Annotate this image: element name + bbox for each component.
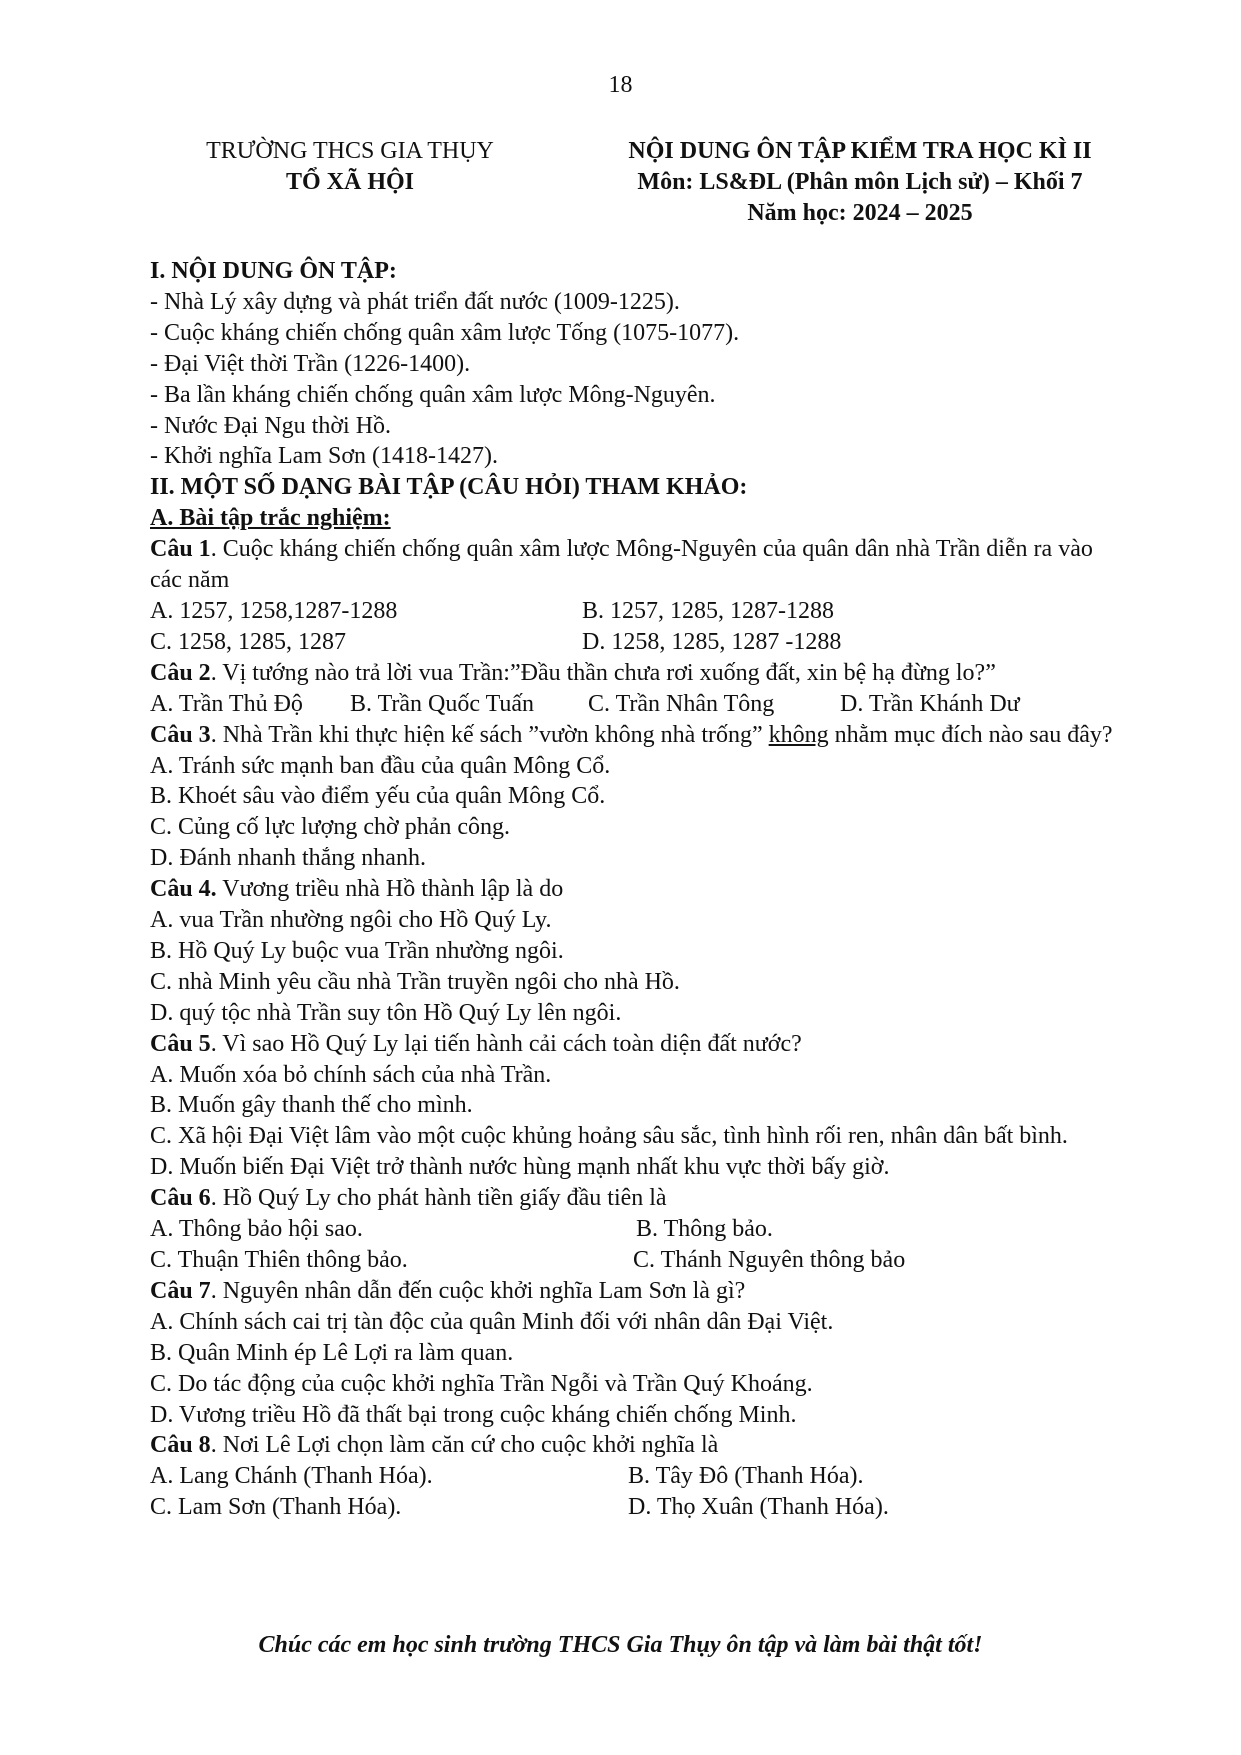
review-item: - Đại Việt thời Trần (1226-1400). (150, 350, 471, 377)
answer-row (150, 627, 1130, 658)
question-8 (150, 1430, 1130, 1461)
question-label: Câu 1 (150, 536, 211, 563)
review-item: - Ba lần kháng chiến chống quân xâm lược Mông-Nguyên. (150, 381, 716, 408)
answer-option: B. Hồ Quý Ly buộc vua Trần nhường ngôi. (150, 937, 564, 964)
question-label: Câu 4. (150, 876, 217, 903)
answer-option: C. Thánh Nguyên thông bảo (633, 1247, 906, 1273)
answer-option: D. Thọ Xuân (Thanh Hóa). (628, 1494, 889, 1521)
answer-option: D. Vương triều Hồ đã thất bại trong cuộc kháng chiến chống Minh. (150, 1401, 797, 1428)
question-text: . Vị tướng nào trả lời vua Trần:”Đầu thần chưa rơi xuống đất, xin bệ hạ đừng lo?” (210, 659, 996, 686)
document-body (150, 256, 1130, 1523)
answer-option: B. Quân Minh ép Lê Lợi ra làm quan. (150, 1339, 514, 1366)
question-4 (150, 874, 1130, 905)
answer-row (150, 689, 1130, 720)
answer-option: C. nhà Minh yêu cầu nhà Trần truyền ngôi cho nhà Hồ. (150, 968, 680, 995)
answer-option: B. Trần Quốc Tuấn (350, 690, 535, 717)
answer-option: C. Xã hội Đại Việt lâm vào một cuộc khủng hoảng sâu sắc, tình hình rối ren, nhân dân bất bình. (150, 1123, 1068, 1150)
question-2 (150, 658, 1130, 689)
subject-line: Môn: LS&ĐL (Phân môn Lịch sử) – Khối 7 (637, 169, 1083, 195)
section2-heading: II. MỘT SỐ DẠNG BÀI TẬP (CÂU HỎI) THAM KHẢO: (150, 474, 748, 501)
question-text: nhằm mục đích nào sau đây? (828, 721, 1113, 748)
answer-option: A. 1257, 1258,1287-1288 (150, 597, 398, 624)
answer-option: C. Do tác động của cuộc khởi nghĩa Trần Ngỗi và Trần Quý Khoáng. (150, 1370, 813, 1397)
section2-subheading: A. Bài tập trắc nghiệm: (150, 505, 391, 532)
answer-row (150, 1214, 1130, 1245)
review-item: - Nước Đại Ngu thời Hồ. (150, 412, 392, 439)
answer-option: B. 1257, 1285, 1287-1288 (582, 597, 834, 624)
answer-option: A. vua Trần nhường ngôi cho Hồ Quý Ly. (150, 907, 552, 934)
question-text: . Nhà Trần khi thực hiện kế sách ”vườn không nhà trống” (210, 721, 769, 748)
question-emphasis: không (768, 721, 829, 748)
question-label: Câu 3 (150, 721, 211, 748)
question-text: . Nơi Lê Lợi chọn làm căn cứ cho cuộc khởi nghĩa là (210, 1432, 719, 1459)
answer-option: B. Tây Đô (Thanh Hóa). (628, 1463, 864, 1490)
question-text: Vương triều nhà Hồ thành lập là do (216, 876, 564, 903)
answer-option: D. 1258, 1285, 1287 -1288 (582, 628, 842, 655)
department-name: TỔ XÃ HỘI (285, 169, 414, 195)
question-label: Câu 7 (150, 1277, 211, 1304)
question-7 (150, 1276, 1130, 1307)
school-name: TRƯỜNG THCS GIA THỤY (206, 138, 494, 164)
answer-row (150, 1245, 1130, 1276)
answer-option: A. Chính sách cai trị tàn độc của quân Minh đối với nhân dân Đại Việt. (150, 1308, 834, 1335)
answer-row (150, 1492, 1130, 1523)
answer-option: C. 1258, 1285, 1287 (150, 628, 347, 655)
closing-message: Chúc các em học sinh trường THCS Gia Thụy ôn tập và làm bài thật tốt! (258, 1632, 983, 1658)
answer-option: A. Lang Chánh (Thanh Hóa). (150, 1463, 433, 1490)
question-text: . Cuộc kháng chiến chống quân xâm lược Mông-Nguyên của quân dân nhà Trần diễn ra vào các năm (150, 536, 1093, 594)
review-item: - Nhà Lý xây dựng và phát triển đất nước (1009-1225). (150, 288, 680, 315)
question-label: Câu 6 (150, 1185, 211, 1212)
school-year: Năm học: 2024 – 2025 (747, 200, 973, 226)
review-item: - Cuộc kháng chiến chống quân xâm lược Tống (1075-1077). (150, 319, 740, 346)
answer-option: B. Khoét sâu vào điểm yếu của quân Mông Cổ. (150, 783, 606, 810)
question-label: Câu 8 (150, 1432, 211, 1459)
answer-option: D. quý tộc nhà Trần suy tôn Hồ Quý Ly lên ngôi. (150, 999, 622, 1026)
answer-option: C. Trần Nhân Tông (588, 690, 775, 717)
answer-option: A. Trần Thủ Độ (150, 690, 303, 717)
answer-option: A. Thông bảo hội sao. (150, 1216, 363, 1243)
answer-row (150, 1461, 1130, 1492)
header-title-block (560, 136, 1160, 229)
header-school-block (150, 136, 550, 198)
question-5 (150, 1029, 1130, 1060)
question-6 (150, 1183, 1130, 1214)
answer-option: B. Thông bảo. (636, 1216, 773, 1243)
question-text: . Nguyên nhân dẫn đến cuộc khởi nghĩa Lam Sơn là gì? (210, 1277, 746, 1304)
question-text: . Hồ Quý Ly cho phát hành tiền giấy đầu tiên là (210, 1185, 667, 1212)
answer-option: D. Đánh nhanh thắng nhanh. (150, 845, 426, 872)
review-item: - Khởi nghĩa Lam Sơn (1418-1427). (150, 443, 498, 470)
question-text: . Vì sao Hồ Quý Ly lại tiến hành cải cách toàn diện đất nước? (210, 1030, 802, 1057)
question-label: Câu 5 (150, 1030, 211, 1057)
answer-option: A. Tránh sức mạnh ban đầu của quân Mông Cổ. (150, 752, 611, 779)
question-label: Câu 2 (150, 659, 211, 686)
answer-option: C. Thuận Thiên thông bảo. (150, 1247, 408, 1273)
answer-option: C. Lam Sơn (Thanh Hóa). (150, 1494, 402, 1521)
answer-option: C. Củng cố lực lượng chờ phản công. (150, 814, 511, 841)
answer-option: D. Trần Khánh Dư (840, 690, 1020, 717)
question-1 (150, 534, 1130, 596)
document-title: NỘI DUNG ÔN TẬP KIỂM TRA HỌC KÌ II (628, 138, 1092, 164)
page-number: 18 (608, 72, 633, 98)
answer-option: B. Muốn gây thanh thế cho mình. (150, 1092, 473, 1119)
answer-option: D. Muốn biến Đại Việt trở thành nước hùng mạnh nhất khu vực thời bấy giờ. (150, 1154, 890, 1181)
question-3 (150, 720, 1130, 751)
section1-heading: I. NỘI DUNG ÔN TẬP: (150, 258, 397, 284)
answer-option: A. Muốn xóa bỏ chính sách của nhà Trần. (150, 1061, 552, 1088)
answer-row (150, 596, 1130, 627)
